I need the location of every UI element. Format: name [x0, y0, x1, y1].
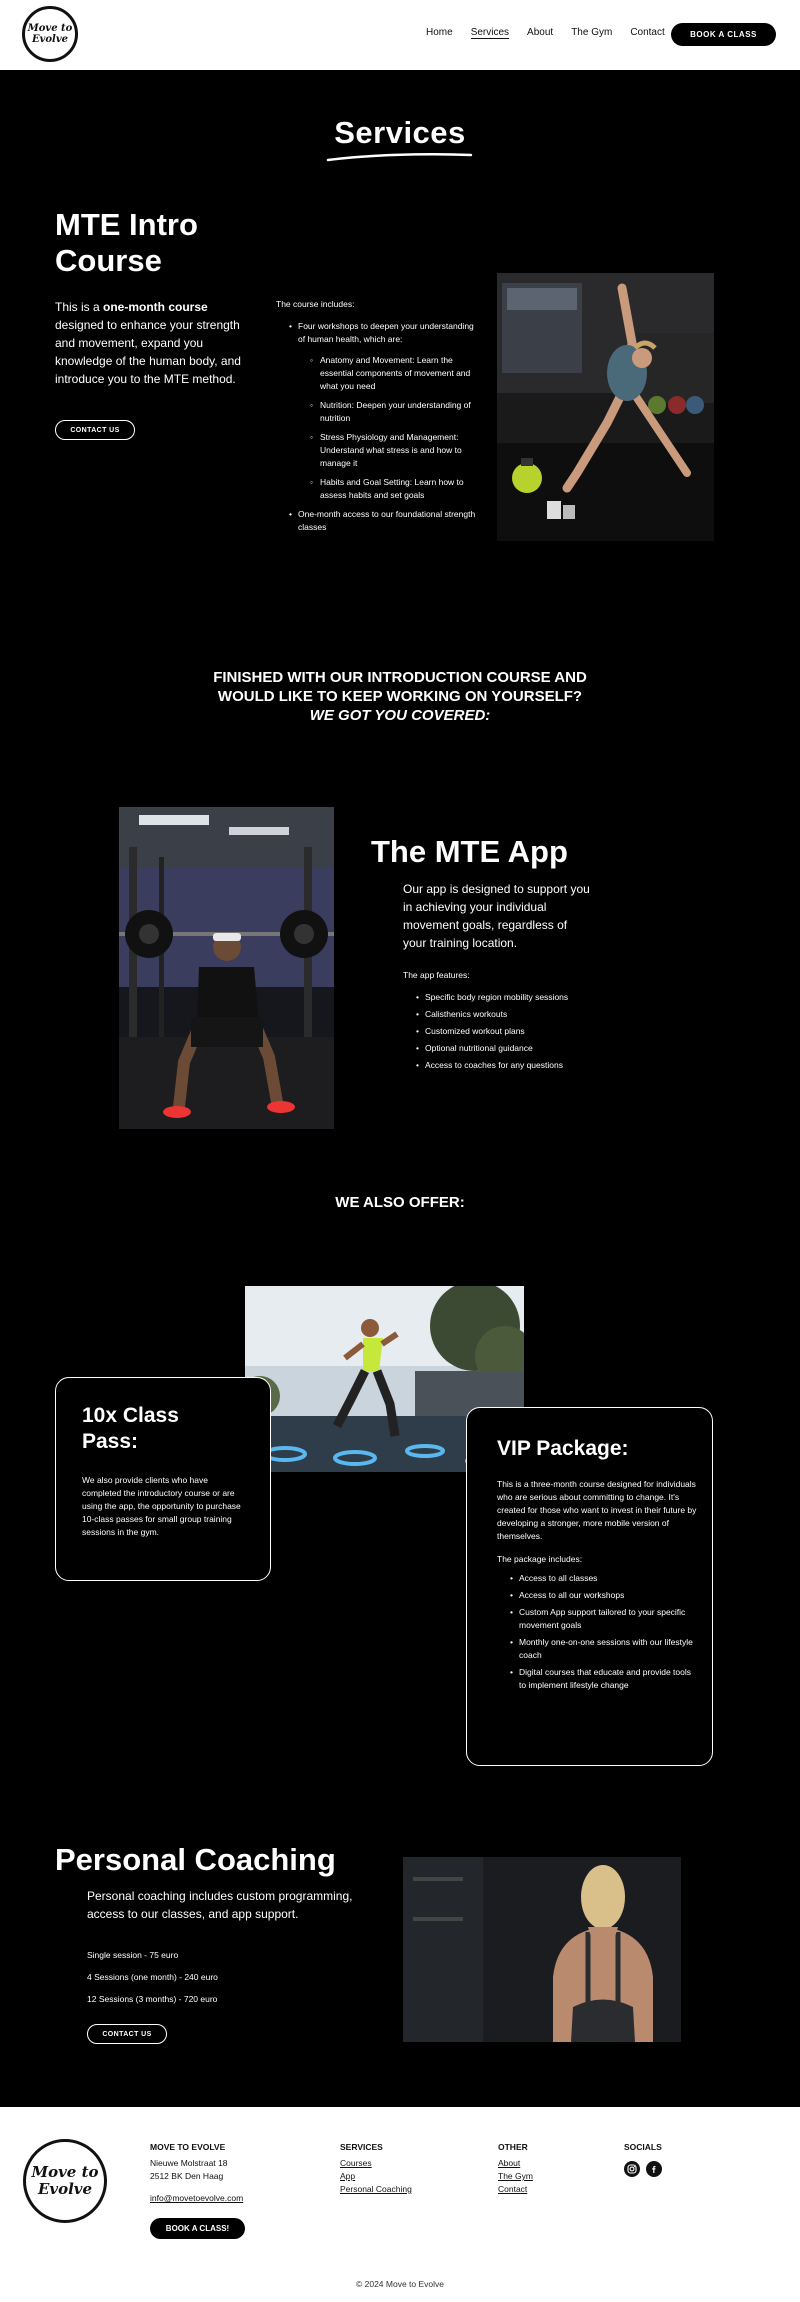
book-class-button[interactable]: BOOK A CLASS	[671, 23, 776, 46]
list-item: • Digital courses that educate and provide tools to implement lifestyle change	[519, 1666, 697, 1692]
list-item: • One-month access to our foundational strength classes	[298, 508, 476, 534]
footer-company-name: MOVE TO EVOLVE	[150, 2142, 226, 2152]
finished-line1: FINISHED WITH OUR INTRODUCTION COURSE AND	[213, 669, 587, 686]
footer-city: 2512 BK Den Haag	[150, 2171, 224, 2181]
footer-link-courses[interactable]: Courses	[340, 2158, 372, 2168]
personal-coaching-description: Personal coaching includes custom programming, access to our classes, and app support.	[87, 1889, 353, 1921]
list-item	[298, 320, 476, 502]
footer-street: Nieuwe Molstraat 18	[150, 2158, 228, 2168]
footer-logo-line2: Evolve	[37, 2180, 93, 2198]
also-offer-heading: WE ALSO OFFER:	[335, 1194, 465, 1211]
footer-other	[498, 2141, 533, 2196]
footer-link-app[interactable]: App	[340, 2171, 356, 2181]
main-nav	[426, 27, 683, 39]
logo-text-line1: Move to	[27, 23, 73, 34]
list-item: • Specific body region mobility sessions	[425, 991, 600, 1004]
vip-includes-list	[519, 1572, 697, 1692]
class-pass-card	[55, 1377, 271, 1581]
workshops-sublist	[320, 354, 476, 502]
price-single-session: Single session - 75 euro	[87, 1950, 179, 1960]
page-title: Services	[334, 115, 466, 150]
list-item: • Calisthenics workouts	[425, 1008, 600, 1021]
nav-home[interactable]: Home	[426, 27, 453, 38]
app-features-list	[425, 991, 600, 1076]
vip-text: This is a three-month course designed for individuals who are serious about committing to change. It's created for those who want to invest in their future by developing a stronger, more mobile version of themselves.	[497, 1479, 697, 1541]
vip-includes-title: The package includes:	[497, 1554, 583, 1564]
title-underline	[325, 150, 475, 164]
photo-man-barbell-squat	[119, 807, 334, 1129]
list-item: ◦ Nutrition: Deepen your understanding of nutrition	[320, 399, 476, 425]
intro-course-title: MTE Intro Course	[55, 207, 198, 278]
logo-text-line2: Evolve	[31, 34, 69, 45]
instagram-icon[interactable]	[624, 2161, 640, 2177]
site-header	[0, 0, 800, 70]
footer-socials-title: SOCIALS	[624, 2142, 662, 2152]
list-item: • Access to all our workshops	[519, 1589, 697, 1602]
list-item: • Optional nutritional guidance	[425, 1042, 600, 1055]
facebook-icon[interactable]	[646, 2161, 662, 2177]
list-item: • Access to all classes	[519, 1572, 697, 1585]
footer-logo-line1: Move to	[31, 2163, 99, 2181]
personal-coaching-title: Personal Coaching	[55, 1842, 336, 1877]
footer-logo[interactable]	[23, 2139, 107, 2223]
intro-desc-bold: one-month course	[103, 300, 208, 314]
vip-title: VIP Package:	[497, 1437, 629, 1460]
app-features-title: The app features:	[403, 970, 470, 980]
app-title: The MTE App	[371, 834, 568, 869]
photo-woman-back	[403, 1857, 681, 2042]
footer-services-title: SERVICES	[340, 2142, 383, 2152]
footer-address	[150, 2141, 243, 2205]
finished-line2: WOULD LIKE TO KEEP WORKING ON YOURSELF?	[217, 688, 583, 705]
logo[interactable]	[22, 6, 78, 62]
footer-socials	[624, 2141, 666, 2178]
list-item: ◦ Anatomy and Movement: Learn the essential components of movement and what you need	[320, 354, 476, 393]
coaching-contact-button[interactable]: CONTACT US	[87, 2024, 167, 2044]
finished-line3: WE GOT YOU COVERED:	[309, 707, 491, 724]
nav-contact[interactable]: Contact	[630, 27, 665, 38]
nav-the-gym[interactable]: The Gym	[571, 27, 613, 38]
intro-desc-pre: This is a	[55, 300, 104, 314]
class-pass-text: We also provide clients who have completed the introductory course or are using the app, the opportunity to purchase 10-class passes for small group training sessions in the gym.	[82, 1475, 241, 1537]
course-includes-title: The course includes:	[276, 299, 355, 309]
photo-woman-side-plank	[497, 273, 714, 541]
nav-services[interactable]: Services	[470, 27, 510, 38]
footer-link-about[interactable]: About	[498, 2158, 521, 2168]
footer-link-the-gym[interactable]: The Gym	[498, 2171, 533, 2181]
course-includes-list	[298, 320, 476, 534]
workshops-text: Four workshops to deepen your understanding of human health, which are:	[298, 321, 474, 344]
footer-book-class-button[interactable]: BOOK A CLASS!	[150, 2218, 245, 2239]
footer-link-contact[interactable]: Contact	[498, 2184, 528, 2194]
price-four-sessions: 4 Sessions (one month) - 240 euro	[87, 1972, 218, 1982]
finished-course-banner	[0, 668, 800, 725]
footer-other-title: OTHER	[498, 2142, 528, 2152]
list-item: • Access to coaches for any questions	[425, 1059, 600, 1072]
footer-link-personal-coaching[interactable]: Personal Coaching	[340, 2184, 412, 2194]
intro-contact-button[interactable]: CONTACT US	[55, 420, 135, 440]
app-description: Our app is designed to support you in achieving your individual movement goals, regardless of your training location.	[403, 882, 590, 950]
footer-email-link[interactable]: info@movetoevolve.com	[150, 2193, 244, 2203]
list-item: • Monthly one-on-one sessions with our lifestyle coach	[519, 1636, 697, 1662]
class-pass-title: 10x Class Pass:	[82, 1404, 179, 1453]
list-item: • Custom App support tailored to your specific movement goals	[519, 1606, 697, 1632]
list-item: ◦ Habits and Goal Setting: Learn how to assess habits and set goals	[320, 476, 476, 502]
site-footer	[0, 2107, 800, 2302]
price-twelve-sessions: 12 Sessions (3 months) - 720 euro	[87, 1994, 218, 2004]
copyright: © 2024 Move to Evolve	[355, 2279, 444, 2289]
list-item: • Customized workout plans	[425, 1025, 600, 1038]
vip-package-card	[466, 1407, 713, 1766]
intro-course-description	[55, 298, 245, 388]
intro-desc-post: designed to enhance your strength and movement, expand you knowledge of the human body, and introduce you to the MTE method.	[55, 318, 241, 386]
nav-about[interactable]: About	[527, 27, 554, 38]
footer-services	[340, 2141, 412, 2196]
list-item: ◦ Stress Physiology and Management: Understand what stress is and how to manage it	[320, 431, 476, 470]
course-includes	[276, 298, 476, 540]
